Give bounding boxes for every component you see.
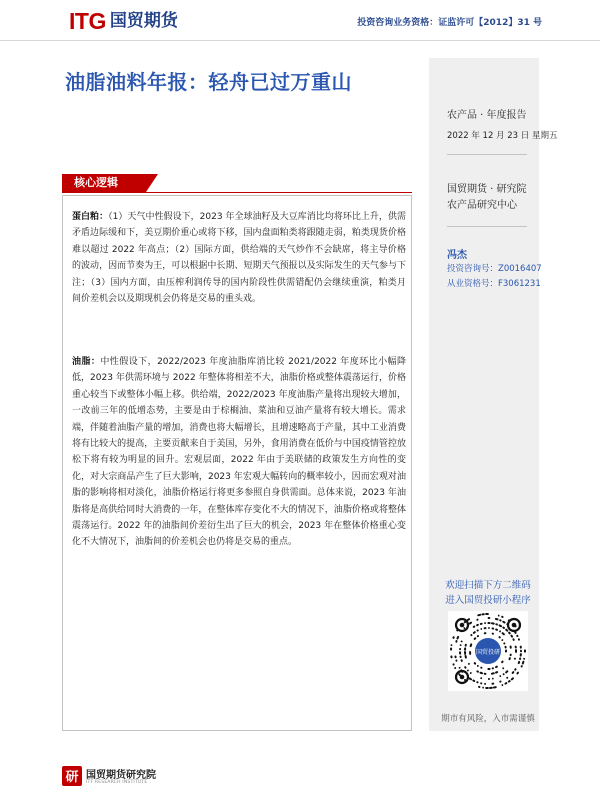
qr-dot bbox=[499, 680, 502, 683]
qr-dot bbox=[464, 666, 467, 669]
qr-dot bbox=[464, 651, 466, 655]
qr-dot bbox=[464, 647, 466, 651]
qr-code-graphic bbox=[448, 611, 528, 691]
qr-dot bbox=[472, 625, 475, 628]
report-date: 2022 年 12 月 23 日 星期五 bbox=[447, 131, 558, 141]
qr-dot bbox=[480, 677, 482, 679]
qr-dot bbox=[502, 626, 505, 629]
qr-dot bbox=[517, 661, 520, 665]
qr-dot bbox=[454, 667, 457, 670]
qr-dot bbox=[454, 655, 456, 658]
qr-dot bbox=[510, 677, 514, 681]
qr-dot bbox=[484, 673, 487, 675]
qr-dot bbox=[485, 613, 489, 615]
qr-dot bbox=[484, 622, 486, 624]
qr-dot bbox=[459, 651, 461, 654]
itg-logo bbox=[69, 9, 178, 33]
qr-dot bbox=[505, 650, 507, 653]
qr-dot bbox=[502, 620, 506, 623]
qr-dot bbox=[516, 671, 519, 675]
qr-dot bbox=[476, 618, 479, 621]
paragraph-protein-meal bbox=[72, 209, 406, 307]
qr-dot bbox=[476, 681, 479, 684]
qr-dot bbox=[480, 666, 483, 669]
qr-dot bbox=[470, 634, 473, 637]
qr-dot bbox=[460, 659, 463, 662]
qr-dot bbox=[460, 640, 462, 642]
qr-dot bbox=[495, 623, 498, 626]
qr-dot bbox=[506, 676, 509, 679]
qr-dot bbox=[501, 684, 503, 687]
qr-dot bbox=[459, 644, 461, 646]
qr-dot bbox=[458, 667, 461, 669]
mini-program-qr-code[interactable] bbox=[448, 611, 528, 691]
qr-dot bbox=[509, 645, 512, 649]
report-title: 油脂油料年报：轻舟已过万重山 bbox=[65, 70, 352, 94]
qr-dot bbox=[504, 682, 508, 685]
paragraph-lead: 油脂： bbox=[72, 357, 101, 367]
qr-dot bbox=[488, 617, 491, 619]
research-institute-mark-icon bbox=[62, 766, 82, 786]
page-header bbox=[0, 0, 600, 41]
qr-dot bbox=[478, 686, 481, 689]
paragraph-lead: 蛋白粕： bbox=[72, 212, 109, 222]
qr-dot bbox=[518, 638, 521, 641]
qr-dot bbox=[452, 663, 455, 666]
qr-dot bbox=[503, 642, 506, 645]
qr-dot bbox=[492, 677, 494, 679]
author-name: 冯杰 bbox=[447, 250, 467, 261]
author-consult-license: 投资咨询号：Z0016407 bbox=[447, 264, 542, 274]
qr-dot bbox=[483, 627, 486, 629]
qr-dot bbox=[464, 655, 467, 659]
qr-dot bbox=[495, 665, 499, 668]
section-heading-text: 核心逻辑 bbox=[74, 176, 118, 189]
qr-dot bbox=[501, 616, 504, 619]
qr-dot bbox=[464, 644, 467, 647]
qr-dot bbox=[491, 622, 495, 625]
qr-dot bbox=[498, 636, 501, 639]
sidebar-divider bbox=[447, 154, 527, 155]
qr-caption-line1: 欢迎扫描下方二维码 bbox=[445, 580, 531, 591]
logo-itg-text: ITG bbox=[69, 8, 106, 34]
qr-dot bbox=[501, 639, 504, 642]
qr-dot bbox=[459, 648, 461, 650]
license-info: 投资咨询业务资格：证监许可【2012】31 号 bbox=[357, 18, 542, 28]
qr-dot bbox=[450, 655, 452, 658]
qr-dot bbox=[523, 658, 525, 660]
qr-dot bbox=[452, 636, 455, 639]
qr-dot bbox=[472, 631, 476, 635]
qr-dot bbox=[450, 644, 452, 646]
paragraph-body: 中性假设下，2022/2023 年度油脂库消比较 2021/2022 年度环比小幅降低，2023 年供需环境与 2022 年整体将相差不大，油脂价格或整体震荡运行，价格重心较当下或整体小幅上移。供给端，2022/2023 年度油脂产量将出现较大增加，一改前三年的低增态势，主要是由于棕榈油、菜油和豆油产量将有较大增长。需求端，伴随着油脂产量的增加，消费也将大幅增长，且增速略高于产量，其中工业消费将有比较大的提高，主要贡献来自于美国，另外，食用消费在低价与中国疫情管控放松下将有较为明显的回升。宏观层面，2022 年由于美联储的政策发生方向性的变化，对大宗商品产生了巨大影响，2023 年宏观大幅转向的概率较小，因而宏观对油脂的影响将相对淡化，油脂价格运行将更多参照自身供需面。总体来说，2023 年油脂将是高供给同时大消费的一年，在整体库存变化不大的情况下，油脂价格或将整体震荡运行。2022 年的油脂间价差衍生出了巨大的机会，2023 年在整体价格重心变化不大情况下，油脂间的价差机会也仍将是交易的重点。 bbox=[72, 357, 406, 548]
footer-institute-name: 国贸期货研究院 bbox=[86, 770, 156, 781]
qr-dot bbox=[476, 624, 479, 627]
qr-dot bbox=[473, 637, 476, 640]
qr-dot bbox=[515, 646, 517, 649]
qr-dot bbox=[514, 668, 517, 671]
qr-dot bbox=[481, 613, 485, 615]
qr-dot bbox=[508, 657, 511, 661]
qr-dot bbox=[459, 655, 461, 658]
qr-dot bbox=[487, 668, 490, 670]
footer-mark-char: 研 bbox=[65, 770, 79, 785]
qr-dot bbox=[520, 645, 522, 648]
risk-warning: 期市有风险，入市需谨慎 bbox=[441, 714, 535, 724]
qr-dot bbox=[495, 671, 499, 674]
qr-dot bbox=[499, 675, 501, 678]
qr-dot bbox=[505, 670, 509, 674]
qr-dot bbox=[522, 660, 525, 664]
section-underline bbox=[62, 192, 412, 193]
qr-dot bbox=[482, 687, 484, 689]
qr-dot bbox=[510, 634, 513, 638]
qr-finder-dot bbox=[460, 623, 465, 628]
qr-dot bbox=[491, 627, 494, 630]
qr-finder-dot bbox=[512, 623, 517, 628]
qr-dot bbox=[487, 622, 490, 624]
qr-dot bbox=[476, 670, 479, 673]
qr-dot bbox=[504, 646, 507, 649]
qr-dot bbox=[467, 669, 470, 672]
qr-dot bbox=[484, 632, 487, 634]
qr-dot bbox=[495, 618, 499, 621]
qr-dot bbox=[520, 665, 523, 668]
author-practice-license: 从业资格号：F3061231 bbox=[447, 279, 541, 289]
qr-dot bbox=[491, 667, 494, 670]
qr-caption-line2: 进入国贸投研小程序 bbox=[445, 595, 531, 606]
qr-dot bbox=[469, 672, 472, 675]
qr-dot bbox=[520, 650, 522, 652]
research-org: 国贸期货 · 研究院 bbox=[447, 184, 527, 195]
qr-dot bbox=[488, 678, 490, 680]
qr-dot bbox=[509, 653, 511, 656]
qr-dot bbox=[491, 682, 494, 684]
sidebar-divider bbox=[447, 226, 527, 227]
qr-dot bbox=[499, 630, 502, 633]
research-center: 农产品研究中心 bbox=[447, 200, 517, 211]
qr-center-label: 国贸投研 bbox=[475, 649, 501, 656]
qr-dot bbox=[480, 628, 482, 630]
qr-dot bbox=[480, 682, 482, 684]
qr-dot bbox=[480, 623, 483, 626]
qr-dot bbox=[455, 640, 458, 643]
qr-dot bbox=[472, 679, 476, 682]
qr-dot bbox=[519, 657, 522, 660]
qr-dot bbox=[502, 673, 505, 676]
qr-dot bbox=[491, 632, 494, 635]
qr-dot bbox=[508, 680, 511, 683]
qr-dot bbox=[469, 643, 472, 647]
qr-dot bbox=[499, 619, 502, 622]
qr-dot bbox=[456, 636, 459, 640]
footer-institute-name-en: ITF RESEARCH INSTITUTE bbox=[86, 780, 148, 785]
paragraph-body: （1）天气中性假设下，2023 年全球油籽及大豆库消比均将环比上升，供需矛盾边际缓和下，美豆期价重心或将下移，国内盘面粕类将跟随走弱，粕类现货价格难以超过 2022 年高点；（2）国际方面，供给端的天气炒作不会缺席，将主导价格的波动，因而节奏为王，可以根据中长期、短期天气预报以及实际发生的天气参与下注；（3）国内方面，由压榨利润传导的国内阶段性供需错配仍会继续重演，粕类月间价差机会以及期现机会仍将是交易的重头戏。 bbox=[72, 212, 406, 305]
qr-dot bbox=[489, 687, 493, 689]
qr-dot bbox=[501, 632, 505, 636]
qr-dot bbox=[455, 659, 458, 662]
qr-dot bbox=[501, 660, 504, 663]
qr-finder-dot bbox=[460, 675, 465, 680]
qr-dot bbox=[493, 686, 497, 689]
qr-dot bbox=[495, 628, 499, 631]
qr-dot bbox=[473, 662, 476, 665]
qr-dot bbox=[508, 631, 511, 634]
qr-dot bbox=[477, 665, 480, 668]
qr-dot bbox=[476, 629, 479, 632]
paragraph-oils bbox=[72, 354, 406, 551]
logo-company-name: 国贸期货 bbox=[109, 11, 178, 31]
qr-dot bbox=[477, 614, 481, 617]
qr-dot bbox=[484, 683, 486, 685]
qr-dot bbox=[476, 635, 479, 638]
qr-dot bbox=[468, 663, 471, 666]
qr-dot bbox=[488, 627, 490, 629]
qr-dot bbox=[479, 672, 483, 675]
qr-dot bbox=[512, 638, 515, 641]
qr-dot bbox=[516, 634, 519, 637]
qr-dot bbox=[450, 647, 452, 650]
qr-dot bbox=[524, 649, 526, 652]
qr-dot bbox=[498, 614, 500, 616]
report-category: 农产品 · 年度报告 bbox=[447, 110, 527, 121]
qr-dot bbox=[515, 649, 517, 653]
qr-dot bbox=[491, 672, 495, 675]
qr-dot bbox=[469, 651, 471, 655]
section-heading bbox=[62, 174, 146, 192]
qr-dot bbox=[485, 687, 489, 689]
qr-dot bbox=[511, 671, 515, 675]
qr-dot bbox=[502, 667, 505, 670]
qr-dot bbox=[498, 624, 502, 627]
qr-dot bbox=[514, 658, 516, 660]
qr-dot bbox=[520, 653, 522, 657]
